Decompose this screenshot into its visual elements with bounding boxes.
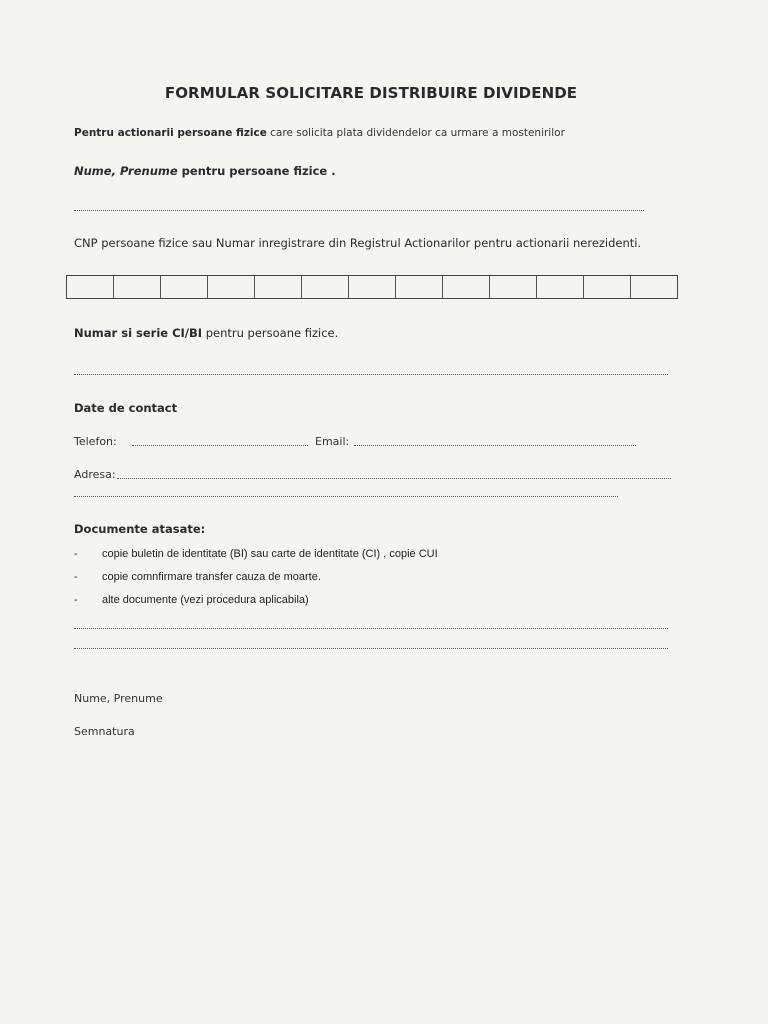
cnp-cell[interactable] <box>396 276 443 298</box>
cnp-cell[interactable] <box>208 276 255 298</box>
list-dash: - <box>74 594 78 606</box>
documents-field-line-2[interactable] <box>74 648 668 649</box>
cnp-cell[interactable] <box>161 276 208 298</box>
documents-heading-text: Documente atasate: <box>74 522 206 536</box>
email-label: Email: <box>315 435 350 448</box>
contact-heading <box>74 401 177 415</box>
name-label-rest: pentru persoane fizice . <box>177 164 336 178</box>
cnp-cell[interactable] <box>584 276 631 298</box>
document-item <box>74 571 438 594</box>
id-series-field-line[interactable] <box>74 374 668 375</box>
documents-field-line-1[interactable] <box>74 628 668 629</box>
cnp-cell[interactable] <box>443 276 490 298</box>
address-field-line-2[interactable] <box>74 496 618 497</box>
document-item-text: alte documente (vezi procedura aplicabila) <box>102 594 309 606</box>
cnp-cell[interactable] <box>631 276 677 298</box>
document-item-text: copie buletin de identitate (BI) sau carte de identitate (CI) , copie CUI <box>102 548 438 560</box>
address-field-line-1[interactable] <box>117 478 671 479</box>
documents-heading <box>74 522 205 536</box>
cnp-cell[interactable] <box>302 276 349 298</box>
cnp-input-grid[interactable] <box>66 275 678 299</box>
cnp-cell[interactable] <box>349 276 396 298</box>
address-label: Adresa: <box>74 468 116 481</box>
signature-label: Semnatura <box>74 725 135 738</box>
list-dash: - <box>74 571 78 583</box>
phone-label: Telefon: <box>74 435 117 448</box>
form-title: FORMULAR SOLICITARE DISTRIBUIRE DIVIDENDE <box>164 84 578 102</box>
cnp-cell[interactable] <box>255 276 302 298</box>
intro-text <box>74 127 565 139</box>
document-item <box>74 548 438 571</box>
email-field-line[interactable] <box>354 445 636 446</box>
id-series-label-bold: Numar si serie CI/BI <box>74 326 203 340</box>
phone-field-line[interactable] <box>132 445 308 446</box>
contact-heading-text: Date de contact <box>74 401 178 415</box>
name-label-italic: Nume, Prenume <box>74 164 178 178</box>
name-field-line[interactable] <box>74 210 644 211</box>
cnp-cell[interactable] <box>67 276 114 298</box>
id-series-label <box>74 326 338 340</box>
name-label <box>74 164 336 178</box>
list-dash: - <box>74 548 78 560</box>
document-item-text: copie comnfirmare transfer cauza de moarte. <box>102 571 321 583</box>
cnp-cell[interactable] <box>114 276 161 298</box>
cnp-label: CNP persoane fizice sau Numar inregistrare din Registrul Actionarilor pentru actionarii nerezidenti. <box>74 236 642 250</box>
cnp-cell[interactable] <box>537 276 584 298</box>
document-item <box>74 594 438 617</box>
signature-name-label: Nume, Prenume <box>74 692 163 705</box>
id-series-label-rest: pentru persoane fizice. <box>202 326 339 340</box>
intro-bold: Pentru actionarii persoane fizice <box>74 127 267 139</box>
cnp-cell[interactable] <box>490 276 537 298</box>
intro-rest: care solicita plata dividendelor ca urmare a mostenirilor <box>266 127 565 139</box>
documents-list <box>74 548 438 617</box>
